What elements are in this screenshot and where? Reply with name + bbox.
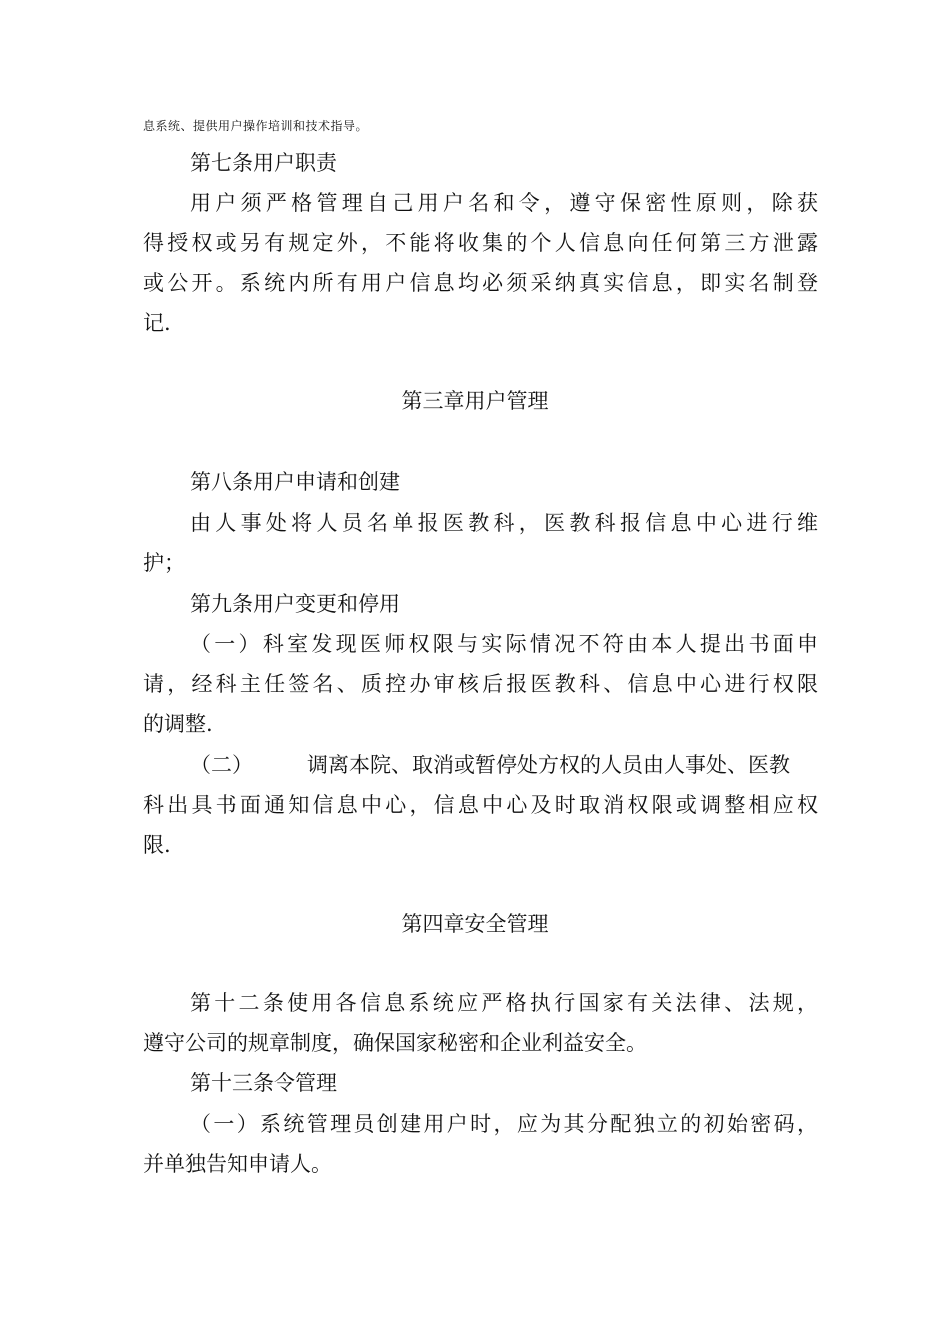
article-9-title: 第九条用户变更和停用 <box>190 592 400 616</box>
article-13-title: 第十三条令管理 <box>190 1071 337 1095</box>
chapter-3-title: 第三章用户管理 <box>401 389 549 413</box>
article-9-item-1-line-1: （一）科室发现医师权限与实际情况不符由本人提出书面申 <box>190 632 818 656</box>
article-7-title: 第七条用户职责 <box>190 151 337 175</box>
article-12-line-1: 第十二条使用各信息系统应严格执行国家有关法律、法规， <box>190 991 818 1015</box>
article-7-line-3: 或公开。系统内所有用户信息均必须采纳真实信息，即实名制登 <box>143 271 818 295</box>
article-7-line-2: 得授权或另有规定外，不能将收集的个人信息向任何第三方泄露 <box>143 231 818 255</box>
article-9-item-2-first-text: 调离本院、取消或暂停处方权的人员由人事处、医教 <box>307 753 790 777</box>
article-8-title: 第八条用户申请和创建 <box>190 470 400 494</box>
article-7-line-1: 用户须严格管理自己用户名和令，遵守保密性原则，除获 <box>190 191 818 215</box>
chapter-4-title: 第四章安全管理 <box>401 912 549 936</box>
article-9-item-2-marker: （二） <box>190 753 253 777</box>
article-8-line-2: 护； <box>143 551 185 575</box>
article-9-item-1-line-2: 请，经科主任签名、质控办审核后报医教科、信息中心进行权限 <box>143 672 818 696</box>
article-9-item-2-line-2: 科出具书面通知信息中心，信息中心及时取消权限或调整相应权 <box>143 793 818 817</box>
article-13-item-1-line-2: 并单独告知申请人。 <box>143 1152 332 1176</box>
article-12-line-2: 遵守公司的规章制度，确保国家秘密和企业利益安全。 <box>143 1031 647 1055</box>
article-9-item-2-line-1 <box>190 750 818 780</box>
article-7-line-4: 记. <box>143 311 171 335</box>
article-9-item-2-line-3: 限. <box>143 833 171 857</box>
article-13-item-1-line-1: （一）系统管理员创建用户时，应为其分配独立的初始密码， <box>190 1112 818 1136</box>
continuation-text: 息系统、提供用户操作培训和技术指导。 <box>143 119 369 133</box>
article-9-item-1-line-3: 的调整. <box>143 712 213 736</box>
article-8-line-1: 由人事处将人员名单报医教科，医教科报信息中心进行维 <box>190 511 818 535</box>
